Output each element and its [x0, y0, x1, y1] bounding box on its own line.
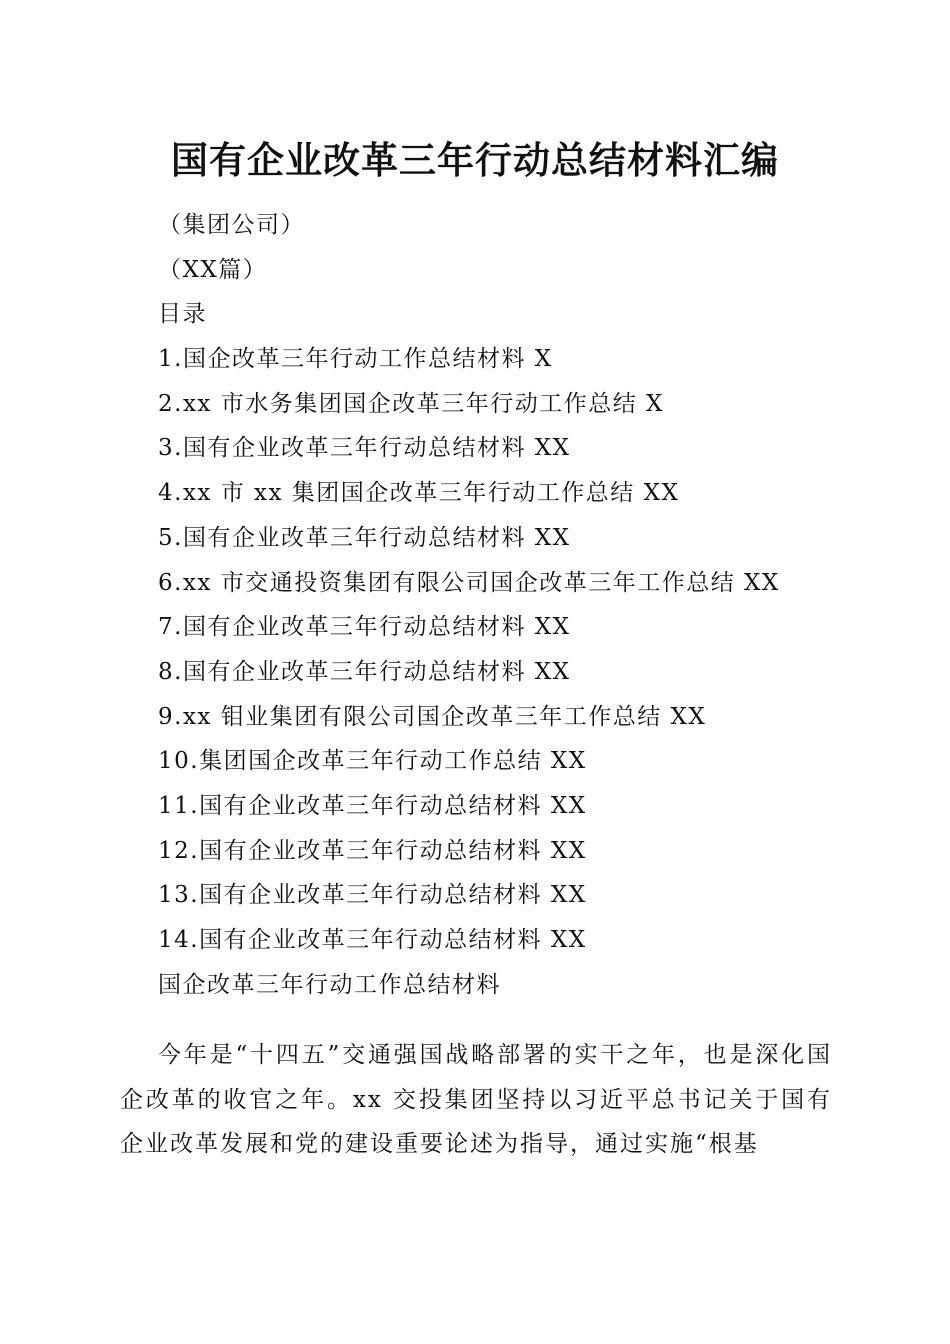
subtitle-volume: （XX篇）: [158, 256, 268, 283]
document-title: 国有企业改革三年行动总结材料汇编: [171, 138, 779, 182]
table-of-contents: [158, 337, 858, 963]
document-body: [158, 203, 858, 1007]
toc-item: 3.国有企业改革三年行动总结材料 XX: [158, 435, 571, 462]
body-paragraph: 今年是“十四五”交通强国战略部署的实干之年，也是深化国企改革的收官之年。xx 交投集团坚持以习近平总书记关于国有企业改革发展和党的建设重要论述为指导，通过实施“根基: [120, 1042, 832, 1158]
toc-item: 9.xx 钼业集团有限公司国企改革三年工作总结 XX: [158, 703, 707, 730]
toc-heading: 目录: [158, 301, 207, 328]
toc-item: 5.国有企业改革三年行动总结材料 XX: [158, 524, 571, 551]
toc-item: 6.xx 市交通投资集团有限公司国企改革三年工作总结 XX: [158, 569, 780, 596]
toc-item: 13.国有企业改革三年行动总结材料 XX: [158, 882, 587, 909]
section-heading: 国企改革三年行动工作总结材料: [158, 971, 501, 998]
toc-item: 14.国有企业改革三年行动总结材料 XX: [158, 927, 587, 953]
toc-item: 12.国有企业改革三年行动总结材料 XX: [158, 837, 587, 864]
toc-item: 2.xx 市水务集团国企改革三年行动工作总结 X: [158, 390, 664, 417]
toc-item: 11.国有企业改革三年行动总结材料 XX: [158, 792, 587, 819]
toc-item: 7.国有企业改革三年行动总结材料 XX: [158, 614, 571, 641]
toc-item: 8.国有企业改革三年行动总结材料 XX: [158, 658, 571, 685]
toc-item: 10.集团国企改革三年行动工作总结 XX: [158, 748, 587, 775]
toc-item: 1.国企改革三年行动工作总结材料 X: [158, 346, 553, 373]
subtitle-company: （集团公司）: [158, 212, 305, 238]
toc-item: 4.xx 市 xx 集团国企改革三年行动工作总结 XX: [158, 480, 680, 507]
